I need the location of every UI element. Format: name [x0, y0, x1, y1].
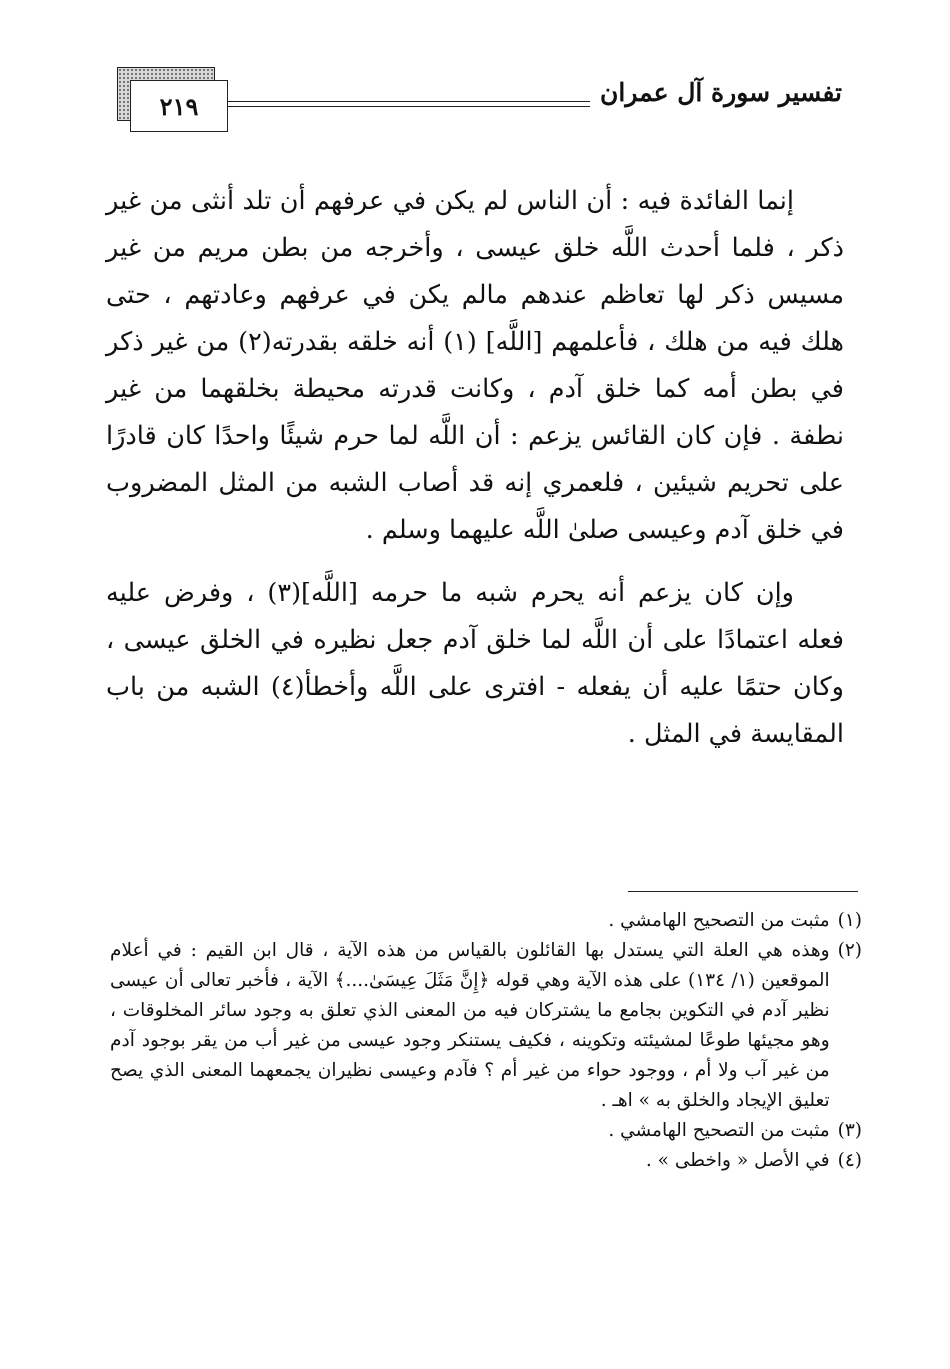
- footnote-text: في الأصل « واخطى » .: [645, 1150, 830, 1171]
- footnote: [110, 1116, 862, 1146]
- footnote-number: (٣): [837, 1120, 862, 1141]
- header-rule: [228, 106, 590, 107]
- footnote-number: (١): [837, 910, 862, 931]
- running-head: تفسير سورة آل عمران: [600, 78, 842, 107]
- footnote-text: مثبت من التصحيح الهامشي .: [608, 910, 830, 931]
- footnote: [110, 1146, 862, 1176]
- footnote-number: (٢): [837, 940, 862, 961]
- page-number-box: [130, 80, 228, 132]
- footnotes: [110, 906, 862, 1176]
- header-rule: [228, 101, 590, 102]
- paragraph: وإن كان يزعم أنه يحرم شبه ما حرمه [اللَّه](٣) ، وفرض عليه فعله اعتمادًا على أن اللَّه لما خلق آدم جعل نظيره في الخلق عيسى ، وكان حتمًا عليه أن يفعله - افترى على اللَّه وأخطأ(٤) الشبه من باب المقايسة في المثل .: [106, 578, 844, 749]
- footnote: [110, 906, 862, 936]
- main-text: [106, 178, 844, 758]
- paragraph: إنما الفائدة فيه : أن الناس لم يكن في عرفهم أن تلد أنثى من غير ذكر ، فلما أحدث اللَّه خلق عيسى ، وأخرجه من بطن مريم من غير مسيس ذكر لها تعاظم عندهم مالم يكن في عرفهم وعادتهم ، حتى هلك فيه من هلك ، فأعلمهم [اللَّه] (١) أنه خلقه بقدرته(٢) من غير ذكر في بطن أمه كما خلق آدم ، وكانت قدرته محيطة بخلقهما من غير نطفة . فإن كان القائس يزعم : أن اللَّه لما حرم شيئًا واحدًا كان قادرًا على تحريم شيئين ، فلعمري إنه قد أصاب الشبه من المثل المضروب في خلق آدم وعيسى صلىٰ اللَّه عليهما وسلم .: [106, 186, 844, 545]
- footnote-separator: [628, 891, 858, 892]
- footnote-text: وهذه هي العلة التي يستدل بها القائلون بالقياس من هذه الآية ، قال ابن القيم : في أعلام الموقعين (١/ ١٣٤) على هذه الآية وهي قوله ﴿إِنَّ مَثَلَ عِيسَىٰ....﴾ الآية ، فأخبر تعالى أن عيسى نظير آدم في التكوين بجامع ما يشتركان فيه من المعنى الذي تعلق به وجود سائر المخلوقات ، وهو مجيئها طوعًا لمشيئته وتكوينه ، فكيف يستنكر وجود عيسى من غير أب من يقر بوجود آدم من غير آب ولا أم ، ووجود حواء من غير أم ؟ فآدم وعيسى نظيران يجمعهما المعنى الذي يصح تعليق الإيجاد والخلق به » اهـ .: [110, 940, 830, 1111]
- footnote-number: (٤): [837, 1150, 862, 1171]
- footnote: [110, 936, 862, 1116]
- page-number: ٢١٩: [159, 91, 199, 121]
- footnote-text: مثبت من التصحيح الهامشي .: [608, 1120, 830, 1141]
